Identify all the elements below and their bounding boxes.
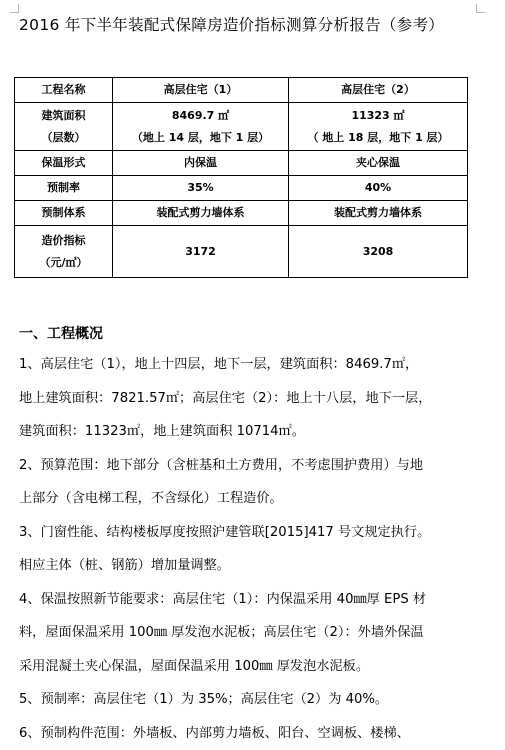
table-row-insulation [15, 151, 468, 176]
cell-building-2: 夹心保温 [289, 151, 468, 176]
cell-building-1: 3172 [113, 226, 289, 278]
header-cell-building-1: 高层住宅（1） [113, 78, 289, 103]
cell-building-2: 3208 [289, 226, 468, 278]
table-row-cost-index [15, 226, 468, 278]
document-body [19, 320, 499, 750]
header-cell-building-2: 高层住宅（2） [289, 78, 468, 103]
paragraph-3: 3、门窗性能、结构楼板厚度按照沪建管联[2015]417 号文规定执行。 相应主体（桩、钢筋）增加量调整。 [19, 516, 499, 583]
row-label: 预制体系 [15, 201, 113, 226]
cell-building-1: 内保温 [113, 151, 289, 176]
row-label: 保温形式 [15, 151, 113, 176]
document-title: 2016 年下半年装配式保障房造价指标测算分析报告（参考） [19, 14, 499, 36]
page-corner-mark-right [476, 4, 485, 13]
row-label: 造价指标 （元/㎡） [15, 226, 113, 278]
project-spec-table [14, 77, 468, 278]
table-row-area [15, 103, 468, 151]
cell-building-2: 装配式剪力墙体系 [289, 201, 468, 226]
page-corner-mark-left [10, 4, 19, 13]
paragraph-6: 6、预制构件范围：外墙板、内部剪力墙板、阳台、空调板、楼梯、 [19, 717, 499, 750]
table-row-prefab-rate [15, 176, 468, 201]
cell-building-2: 11323 ㎡ （ 地上 18 层，地下 1 层） [289, 103, 468, 151]
cell-building-1: 装配式剪力墙体系 [113, 201, 289, 226]
row-label: 预制率 [15, 176, 113, 201]
header-cell-project-name: 工程名称 [15, 78, 113, 103]
section-heading: 一、工程概况 [19, 320, 499, 348]
table-header-row [15, 78, 468, 103]
paragraph-4: 4、保温按照新节能要求：高层住宅（1）：内保温采用 40㎜厚 EPS 材 料，屋面保温采用 100㎜ 厚发泡水泥板；高层住宅（2）：外墙外保温 采用混凝土夹心保温，屋面保温采用 100㎜ 厚发泡水泥板。 [19, 583, 499, 684]
paragraph-1: 1、高层住宅（1），地上十四层，地下一层，建筑面积：8469.7㎡， 地上建筑面积：7821.57㎡；高层住宅（2）：地上十八层，地下一层， 建筑面积：11323㎡，地上建筑面积 10714㎡。 [19, 348, 499, 449]
cell-building-1: 8469.7 ㎡ （地上 14 层，地下 1 层） [113, 103, 289, 151]
paragraph-5: 5、预制率：高层住宅（1）为 35%；高层住宅（2）为 40%。 [19, 683, 499, 717]
cell-building-1: 35% [113, 176, 289, 201]
cell-building-2: 40% [289, 176, 468, 201]
table-row-prefab-system [15, 201, 468, 226]
row-label: 建筑面积 （层数） [15, 103, 113, 151]
paragraph-2: 2、预算范围：地下部分（含桩基和土方费用，不考虑围护费用）与地 上部分（含电梯工程，不含绿化）工程造价。 [19, 449, 499, 516]
